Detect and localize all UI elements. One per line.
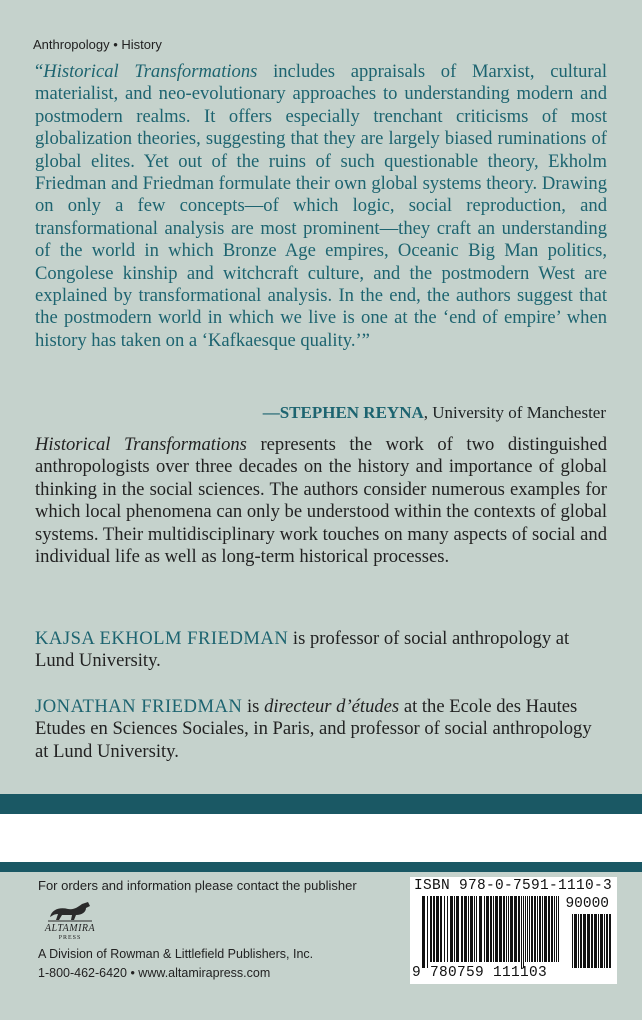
author-bio-2 [35, 696, 607, 763]
attribution-affiliation: , University of Manchester [423, 403, 606, 422]
quote-attribution [263, 403, 606, 423]
barcode-bar [476, 896, 477, 962]
category-label: Anthropology • History [33, 37, 162, 52]
barcode-bar [578, 914, 579, 968]
barcode-bar [539, 896, 541, 962]
barcode-bar [534, 896, 536, 962]
barcode-bar [554, 896, 555, 962]
author-bio-pre-2: is [242, 696, 265, 717]
barcode-bar [470, 896, 473, 962]
publisher-website: www.altamirapress.com [138, 966, 271, 980]
publisher-bullet: • [126, 966, 139, 980]
book-description [35, 434, 607, 568]
barcode-bar [542, 896, 543, 962]
barcode-bar [427, 896, 428, 968]
barcode-bar [508, 896, 509, 962]
author-name-2: JONATHAN FRIEDMAN [35, 696, 243, 717]
barcode-bar [468, 896, 469, 962]
barcode-bar [521, 896, 522, 968]
barcode-bar [537, 896, 538, 962]
barcode-bar [531, 896, 533, 962]
barcode-bar [447, 896, 448, 962]
barcode-addon-bars [572, 914, 612, 968]
ean-digits: 9 780759 111103 [412, 965, 548, 981]
barcode-bar [594, 914, 597, 968]
barcode-bar [474, 896, 475, 962]
attribution-name: STEPHEN REYNA [279, 403, 424, 422]
barcode-bar [484, 896, 485, 962]
barcode-bars [422, 896, 562, 968]
isbn-text: ISBN 978-0-7591-1110-3 [414, 878, 613, 894]
teal-stripe-top [0, 794, 642, 814]
barcode-bar [598, 914, 599, 968]
barcode-bar [600, 914, 603, 968]
barcode-bar [493, 896, 494, 962]
publisher-logo [44, 899, 96, 945]
teal-stripe-bottom [0, 862, 642, 872]
barcode-bar [503, 896, 505, 962]
publisher-phone: 1-800-462-6420 [38, 966, 127, 980]
barcode-bar [583, 914, 586, 968]
barcode-bar [604, 914, 605, 968]
barcode-bar [606, 914, 608, 968]
barcode-bar [422, 896, 425, 968]
barcode-bar [556, 896, 557, 962]
barcode-bar [591, 914, 593, 968]
barcode-bar [461, 896, 463, 962]
barcode-bar [609, 914, 611, 968]
barcode-bar [514, 896, 517, 962]
barcode-bar [430, 896, 432, 962]
quote-book-title: Historical Transformations [43, 61, 258, 82]
quote-open-mark: “ [35, 61, 44, 82]
barcode-bar [433, 896, 435, 962]
author-name-1: KAJSA EKHOLM FRIEDMAN [35, 628, 289, 649]
barcode-bar [548, 896, 550, 962]
horse-icon [44, 899, 96, 923]
barcode-bar [525, 896, 526, 962]
barcode-bar [456, 896, 459, 962]
barcode-bar [572, 914, 573, 968]
barcode-bar [440, 896, 442, 962]
endorsement-quote [35, 61, 607, 352]
barcode-bar [587, 914, 590, 968]
barcode-bar [527, 896, 528, 962]
quote-body: includes appraisals of Marxist, cultural materialist, and neo-evolutionary approaches to understanding modern and postmodern realms. It offers especially trenchant criticisms of most globalization theories, suggesting that they are largely biased ruminations of global elites. Yet out of the ruins of such questionable theory, Ekholm Friedman and Friedman formulate their own global systems theory. Drawing on only a few concepts—of which logic, social reproduction, and transformational analysis are most prominent—they craft an understanding of the world in which Bronze Age empires, Oceanic Big Man politics, Congolese kinship and witchcraft culture, and the postmodern West are explained by transformational analysis. In the end, the authors suggest that the postmodern world in which we live is one at the ‘end of empire’ when history has taken on a ‘Kafkaesque quality.’” [35, 61, 607, 351]
logo-sub: PRESS [58, 935, 82, 941]
barcode-bar [558, 896, 559, 962]
price-code: 90000 [565, 896, 609, 912]
barcode-bar [464, 896, 467, 962]
barcode-bar [436, 896, 439, 962]
author-bio-1 [35, 628, 607, 673]
barcode-bar [580, 914, 582, 968]
publisher-contact: For orders and information please contact the publisher [38, 878, 357, 893]
white-band [0, 814, 642, 862]
barcode-bar [499, 896, 502, 962]
description-book-title: Historical Transformations [35, 434, 247, 455]
barcode-bar [444, 896, 445, 962]
barcode-bar [490, 896, 492, 962]
barcode-bar [450, 896, 453, 962]
barcode-bar [544, 896, 547, 962]
author-bio-text-1: is professor of social anthropology at Lund University. [35, 628, 570, 672]
barcode-bar [486, 896, 489, 962]
author-title-2: directeur d’études [264, 696, 400, 717]
attribution-dash: — [262, 403, 280, 422]
barcode-bar [523, 896, 524, 968]
barcode-bar [551, 896, 553, 962]
description-body: represents the work of two distinguished anthropologists over three decades on the history and importance of global thinking in the social sciences. The authors consider numerous examples for which local phenomena can only be understood within the contexts of global systems. Their multidisciplinary work touches on many aspects of social and individual life as well as long-term historical processes. [35, 434, 607, 568]
barcode-bar [454, 896, 455, 962]
barcode-bar [510, 896, 513, 962]
publisher-phone-web [38, 966, 270, 980]
barcode-bar [574, 914, 577, 968]
barcode-bar [479, 896, 482, 962]
author-bio-text-2: at the Ecole des Hautes Etudes en Sciences Sociales, in Paris, and professor of social anthropology at Lund University. [35, 696, 592, 762]
logo-name: ALTAMIRA [44, 923, 96, 934]
barcode-box [410, 877, 617, 984]
barcode-bar [495, 896, 498, 962]
publisher-division: A Division of Rowman & Littlefield Publishers, Inc. [38, 947, 314, 961]
barcode-bar [518, 896, 520, 962]
barcode-bar [529, 896, 530, 962]
barcode-bar [506, 896, 507, 962]
